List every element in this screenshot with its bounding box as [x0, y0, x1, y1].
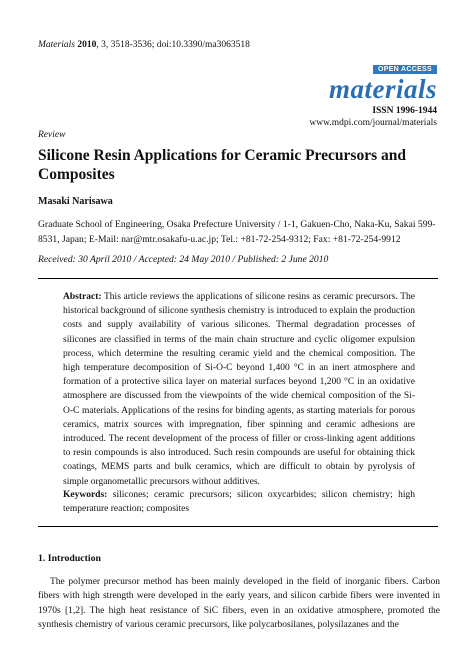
abstract-block	[63, 290, 415, 489]
keywords-text: silicones; ceramic precursors; silicon oxycarbides; silicon chemistry; high temperature reaction; composites	[63, 490, 415, 515]
citation-details: , 3, 3518-3536; doi:10.3390/ma3063518	[96, 40, 250, 50]
section-heading-introduction: 1. Introduction	[38, 553, 101, 564]
author-name: Masaki Narisawa	[38, 196, 113, 207]
open-access-badge: OPEN ACCESS	[373, 65, 437, 74]
issn-number: ISSN 1996-1944	[372, 106, 437, 116]
abstract-label: Abstract:	[63, 292, 102, 302]
publication-dates: Received: 30 April 2010 / Accepted: 24 May 2010 / Published: 2 June 2010	[38, 254, 329, 265]
journal-url: www.mdpi.com/journal/materials	[309, 118, 437, 128]
abstract-bottom-divider	[38, 526, 438, 527]
keywords-block	[63, 488, 415, 516]
citation-year: 2010	[77, 40, 97, 50]
abstract-text: This article reviews the applications of silicone resins as ceramic precursors. The historical background of silicone synthesis chemistry is introduced to explain the production costs and supply availability of various silicones. Thermal degradation processes of silicones are classified in terms of the main chain structure and cyclic oligomer expulsion process, which determine the resulting ceramic yield and the chemical composition. The high temperature decomposition of Si-O-C beyond 1,400 °C in an inert atmosphere and formation of a protective silica layer on material surfaces beyond 1,200 °C in an oxidative atmosphere are discussed from the viewpoints of the wide chemical composition of the Si-O-C materials. Applications of the resins for binding agents, as starting materials for porous ceramics, matrix sources with impregnation, fiber spinning and ceramic adhesions are introduced. The recent development of the process of filler or cross-linking agent additions to resin compounds is also introduced. Such resin compounds are useful for obtaining thick coatings, MEMS parts and bulk ceramics, which are difficult to obtain by pyrolysis of simple organometallic precursors without additives.	[63, 292, 415, 487]
abstract-top-divider	[38, 278, 438, 279]
journal-short-name: Materials	[38, 40, 75, 50]
article-type: Review	[38, 130, 66, 140]
journal-logo-text: materials	[328, 74, 437, 104]
introduction-paragraph: The polymer precursor method has been mainly developed in the field of inorganic fibers. Carbon fibers with high strength were developed in the early years, and silicon carbide fibers were invented in 1970s [1,2]. The high heat resistance of SiC fibers, even in an oxidative atmosphere, promoted the synthesis chemistry of various ceramic precursors, like polycarbosilanes, polysilazanes and the	[38, 577, 440, 630]
keywords-label: Keywords:	[63, 490, 108, 500]
author-affiliation: Graduate School of Engineering, Osaka Prefecture University / 1-1, Gakuen-Cho, Naka-Ku, Sakai 599-8531, Japan; E-Mail: nar@mtr.osakafu-u.ac.jp; Tel.: +81-72-254-9312; Fax: +81-72-254-9912	[38, 219, 436, 245]
citation-line	[38, 40, 250, 50]
article-title: Silicone Resin Applications for Ceramic Precursors and Composites	[38, 147, 406, 183]
